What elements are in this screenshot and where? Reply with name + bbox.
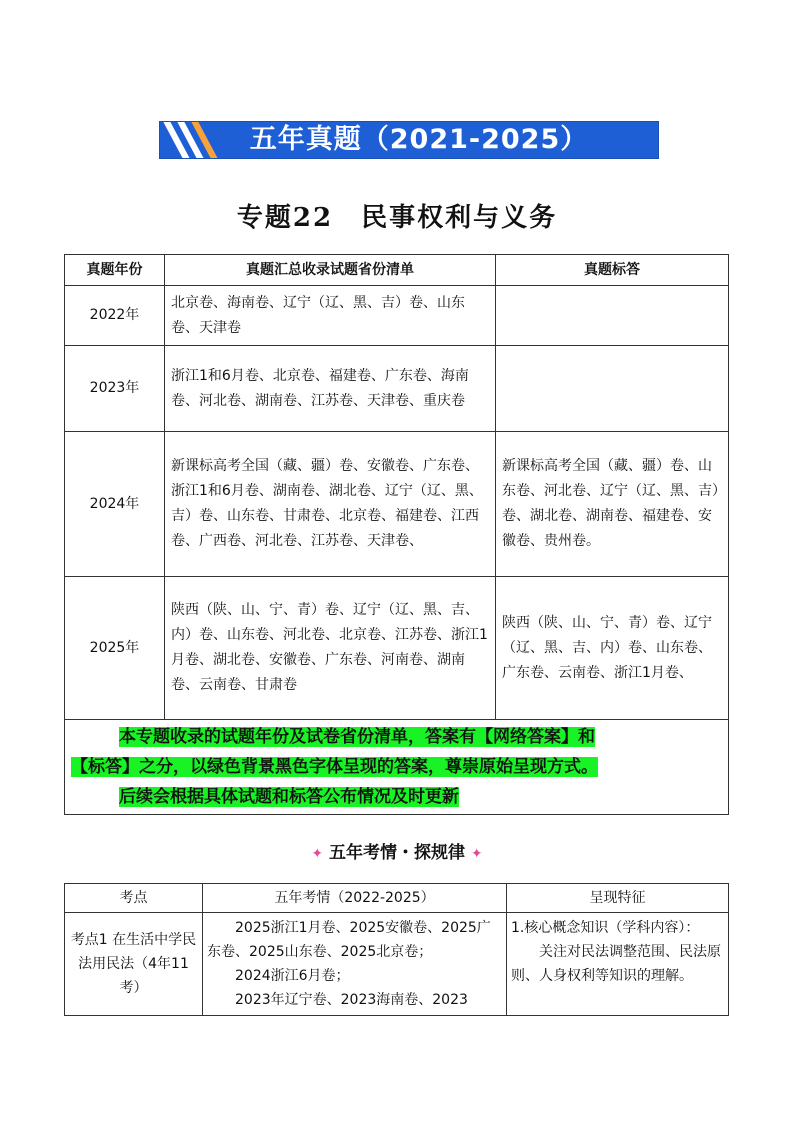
- year-cell: 2022年: [65, 286, 165, 346]
- exam-list-table: [64, 254, 729, 815]
- topic-title: 专题22 民事权利与义务: [236, 203, 558, 233]
- header-year: 真题年份: [65, 255, 165, 286]
- table-row: [65, 286, 729, 346]
- header-tezheng: 呈现特征: [507, 884, 729, 913]
- kaoqing-cell: [203, 913, 507, 1016]
- kaoqing-line: 2025浙江1月卷、2025安徽卷、2025广东卷、2025山东卷、2025北京卷；: [207, 920, 491, 960]
- year-cell: 2024年: [65, 432, 165, 577]
- sparkle-icon: ✦: [470, 846, 483, 862]
- kaodian-cell: 考点1 在生活中学民法用民法（4年11考）: [65, 913, 203, 1016]
- exam-trends-table: [64, 883, 729, 1016]
- note-line: 后续会根据具体试题和标答公布情况及时更新: [119, 787, 459, 807]
- table-row: [65, 913, 729, 1016]
- table-header-row: [65, 255, 729, 286]
- answers-cell: [496, 286, 729, 346]
- answers-cell: [496, 346, 729, 432]
- title-banner: [159, 121, 659, 159]
- header-kaoqing: 五年考情（2022-2025）: [203, 884, 507, 913]
- year-cell: 2023年: [65, 346, 165, 432]
- header-provinces: 真题汇总收录试题省份清单: [165, 255, 496, 286]
- provinces-cell: 浙江1和6月卷、北京卷、福建卷、广东卷、海南卷、河北卷、湖南卷、江苏卷、天津卷、重庆卷: [165, 346, 496, 432]
- header-kaodian: 考点: [65, 884, 203, 913]
- kaoqing-line: 2024浙江6月卷；: [235, 968, 350, 984]
- note-line: 本专题收录的试题年份及试卷省份清单，答案有【网络答案】和: [119, 727, 595, 747]
- section-title: ✦ 五年考情・探规律 ✦: [311, 843, 483, 863]
- provinces-cell: 北京卷、海南卷、辽宁（辽、黑、吉）卷、山东卷、天津卷: [165, 286, 496, 346]
- answers-cell: 新课标高考全国（藏、疆）卷、山东卷、河北卷、辽宁（辽、黑、吉）卷、湖北卷、湖南卷、福建卷、安徽卷、贵州卷。: [496, 432, 729, 577]
- answers-cell: 陕西（陕、山、宁、青）卷、辽宁（辽、黑、吉、内）卷、山东卷、广东卷、云南卷、浙江1月卷、: [496, 577, 729, 720]
- tezheng-line: 1.核心概念知识（学科内容）：: [511, 920, 700, 936]
- provinces-cell: 陕西（陕、山、宁、青）卷、辽宁（辽、黑、吉、内）卷、山东卷、河北卷、北京卷、江苏卷、浙江1月卷、湖北卷、安徽卷、广东卷、河南卷、湖南卷、云南卷、甘肃卷: [165, 577, 496, 720]
- note-cell: [65, 720, 729, 815]
- note-row: [65, 720, 729, 815]
- tezheng-cell: [507, 913, 729, 1016]
- note-line: 【标答】之分，以绿色背景黑色字体呈现的答案，尊崇原始呈现方式。: [71, 757, 598, 777]
- provinces-cell: 新课标高考全国（藏、疆）卷、安徽卷、广东卷、浙江1和6月卷、湖南卷、湖北卷、辽宁（辽、黑、吉）卷、山东卷、甘肃卷、北京卷、福建卷、江西卷、广西卷、河北卷、江苏卷、天津卷、: [165, 432, 496, 577]
- tezheng-line: 关注对民法调整范围、民法原则、人身权利等知识的理解。: [511, 944, 721, 984]
- table-header-row: [65, 884, 729, 913]
- kaoqing-line: 2023年辽宁卷、2023海南卷、2023: [235, 992, 468, 1008]
- table-row: [65, 346, 729, 432]
- table-row: [65, 432, 729, 577]
- table-row: [65, 577, 729, 720]
- banner-title: 五年真题（2021-2025）: [249, 124, 589, 155]
- year-cell: 2025年: [65, 577, 165, 720]
- sparkle-icon: ✦: [311, 846, 324, 862]
- header-answers: 真题标答: [496, 255, 729, 286]
